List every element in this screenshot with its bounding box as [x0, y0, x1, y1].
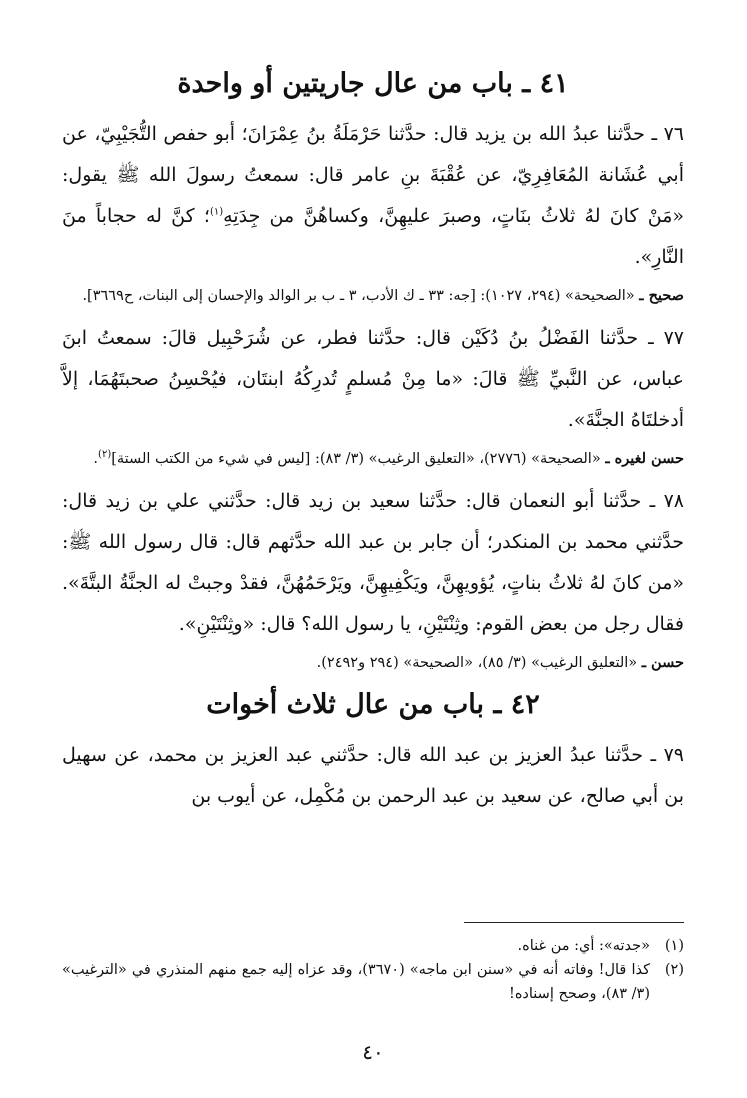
footnote-marker-1: (١): [209, 206, 224, 218]
footnote-number: (٢): [664, 962, 684, 978]
footnote-1: [62, 934, 684, 958]
hadith-77-grading: [62, 447, 684, 471]
grading-label: صحيح ـ: [639, 287, 684, 304]
footnote-text: كذا قال! وفاته أنه في «سنن ابن ماجه» (٣٦٧٠)، وقد عزاه إليه جمع منهم المنذري في «الترغيب» (٣/ ٨٣)، وصحح إسناده!: [62, 962, 650, 1002]
footnote-2: [62, 958, 684, 1006]
hadith-77: ٧٧ ـ حدَّثنا الفَضْلُ بنُ دُكَيْن قال: حدَّثنا فطر، عن شُرَحْبِيل قالَ: سمعتُ ابنَ عباس، عن النَّبيِّ ﷺ قالَ: «ما مِنْ مُسلمٍ تُدرِكُهُ ابنتَان، فيُحْسِنُ صحبتَهُمَا، إلاَّ أدخلتَاهُ الجنَّةَ».: [62, 327, 684, 431]
hadith-78-grading: [62, 651, 684, 675]
footnote-marker-2: (٢): [98, 449, 112, 461]
grading-text: «التعليق الرغيب» (٣/ ٨٥)، «الصحيحة» (٢٩٤ و٢٤٩٢).: [316, 655, 638, 671]
book-page: [62, 54, 684, 1064]
grading-text: «الصحيحة» (٢٧٧٦)، «التعليق الرغيب» (٣/ ٨٣): [ليس في شيء من الكتب الستة]: [111, 451, 601, 467]
chapter-heading-42: ٤٢ ـ باب من عال ثلاث أخوات: [206, 689, 540, 720]
grading-label: حسن ـ: [641, 654, 684, 671]
hadith-79: ٧٩ ـ حدَّثنا عبدُ العزيز بن عبد الله قال: حدَّثني عبد العزيز بن محمد، عن سهيل بن أبي صالح، عن سعيد بن عبد الرحمن بن مُكْمِل، عن أيوب بن: [62, 744, 684, 807]
grading-text: «الصحيحة» (٢٩٤، ١٠٢٧): [جه: ٣٣ ـ ك الأدب، ٣ ـ ب بر الوالد والإحسان إلى البنات، ح٣٦٦٩].: [82, 288, 635, 304]
footnote-number: (١): [664, 938, 684, 954]
hadith-76-text-end: ؛ كنَّ له حجاباً منَ النَّارِ».: [62, 205, 684, 268]
hadith-76-grading: [62, 284, 684, 308]
footnote-text: «جدته»: أي: من غناه.: [517, 938, 650, 954]
grading-end: .: [93, 451, 99, 467]
hadith-76: [62, 114, 684, 278]
chapter-heading-41: ٤١ ـ باب من عال جاريتين أو واحدة: [177, 68, 569, 99]
footnote-divider: [464, 922, 684, 923]
page-number: ٤٠: [362, 1040, 384, 1064]
hadith-76-text: ٧٦ ـ حدَّثنا عبدُ الله بن يزيد قال: حدَّثنا حَرْمَلَةُ بنُ عِمْرَانَ؛ أبو حفص التُّجَيْبِيّ، عن أبي عُشَانة المُعَافِرِيّ، عن عُقْبَةَ بنِ عامر قال: سمعتُ رسولَ الله ﷺ يقول: «مَنْ كانَ لهُ ثلاثُ بنَاتٍ، وصبرَ عليهِنَّ، وكساهُنَّ من جِدَتِهِ: [62, 123, 684, 227]
footnotes: [62, 934, 684, 1006]
grading-label: حسن لغيره ـ: [605, 450, 684, 467]
hadith-78: ٧٨ ـ حدَّثنا أبو النعمان قال: حدَّثنا سعيد بن زيد قال: حدَّثني علي بن زيد قال: حدَّثني محمد بن المنكدر؛ أن جابر بن عبد الله حدَّثهم قال: قال رسول الله ﷺ: «من كانَ لهُ ثلاثُ بناتٍ، يُؤويهِنَّ، ويَكْفِيهِنَّ، ويَرْحَمُهُنَّ، فقدْ وجبتْ له الجنَّةُ البتَّةَ». فقال رجل من بعض القوم: وثِنْتَيْنِ، يا رسول الله؟ قال: «وثِنْتَيْنِ».: [62, 490, 684, 635]
